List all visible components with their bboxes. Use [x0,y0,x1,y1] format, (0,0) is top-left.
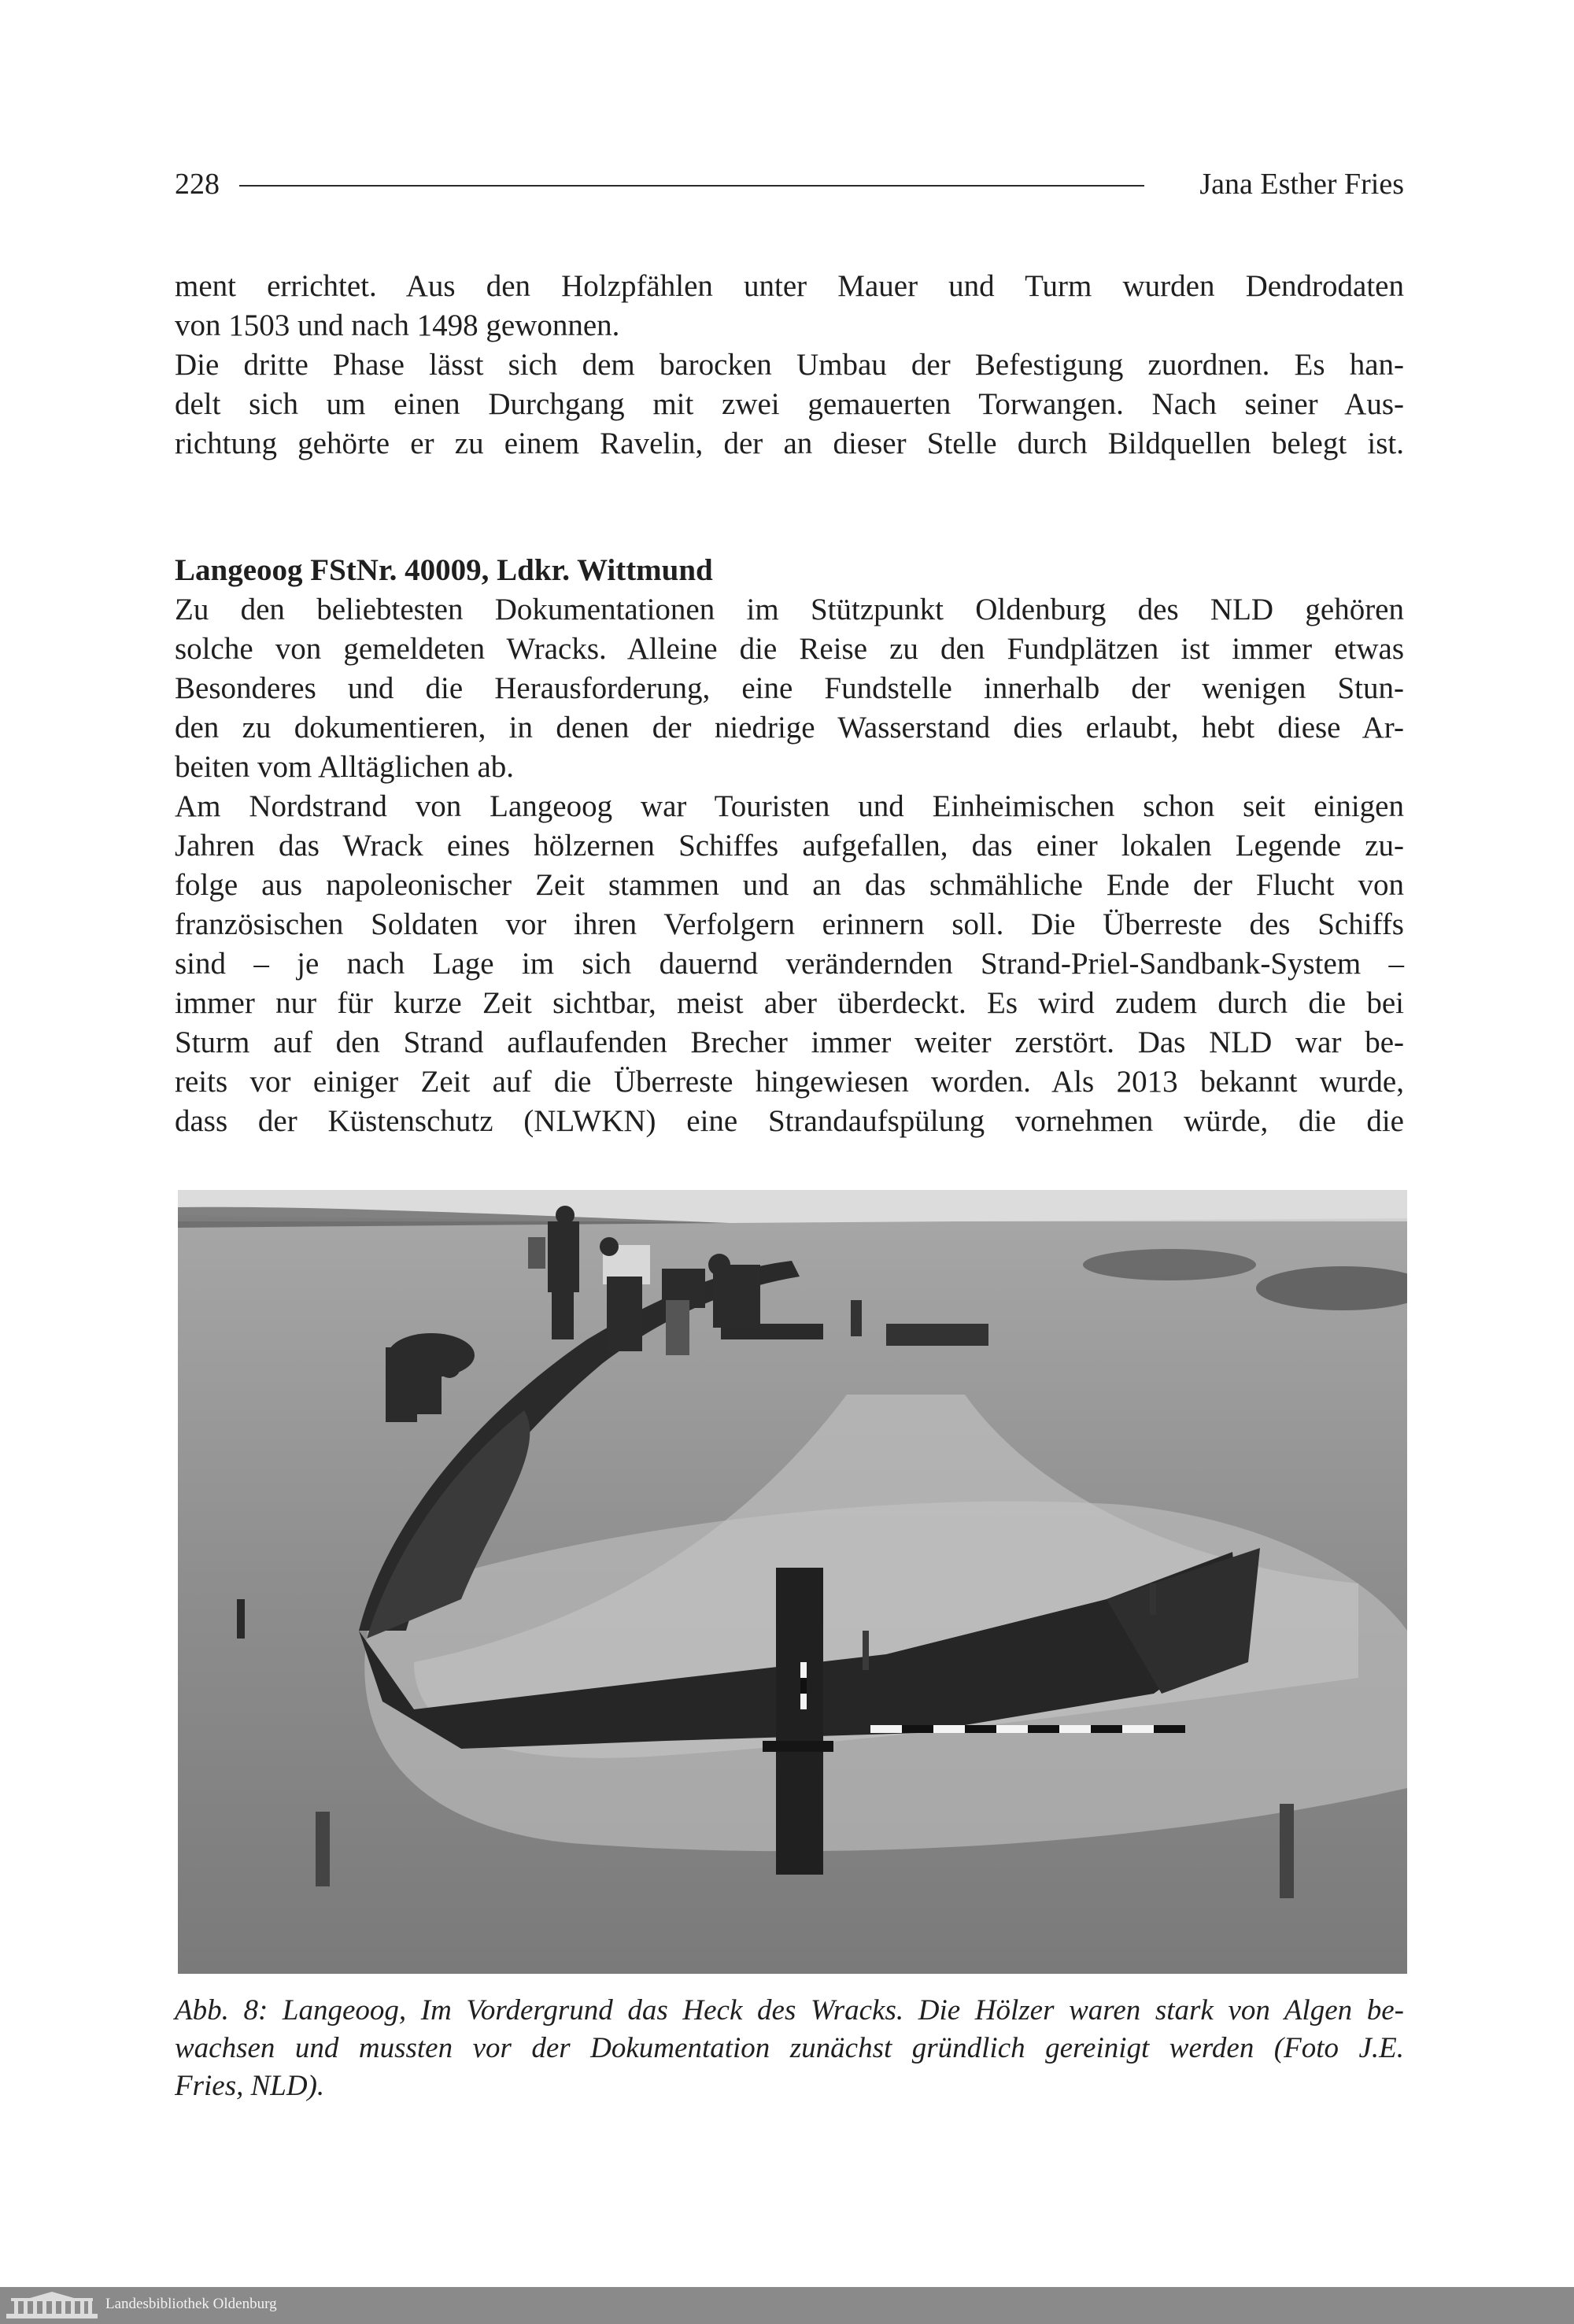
text-line: immer nur für kurze Zeit sichtbar, meist aber überdeckt. Es wird zudem durch die bei [175,986,1404,1020]
text-line: solche von gemeldeten Wracks. Alleine die Reise zu den Fundplätzen ist immer etwas [175,632,1404,666]
text-line: französischen Soldaten vor ihren Verfolgern erinnern soll. Die Überreste des Schiffs [175,907,1404,941]
text-line: Jahren das Wrack eines hölzernen Schiffes aufgefallen, das einer lokalen Legende zu- [175,829,1404,863]
caption-line: wachsen und mussten vor der Dokumentation zunächst gründlich gereinigt werden (Foto J.E. [175,2032,1404,2064]
caption-line: Abb. 8: Langeoog, Im Vordergrund das Heck des Wracks. Die Hölzer waren stark von Algen be- [175,1994,1404,2027]
text-line: Sturm auf den Strand auflaufenden Brecher immer weiter zerstört. Das NLD war be- [175,1025,1404,1059]
text-line: Besonderes und die Herausforderung, eine Fundstelle innerhalb der wenigen Stun- [175,671,1404,705]
figure-wreck-photo [178,1190,1407,1974]
text-line: dass der Küstenschutz (NLWKN) eine Strandaufspülung vornehmen würde, die die [175,1104,1404,1138]
body-text-continued [175,267,1404,464]
library-name: Landesbibliothek Oldenburg [105,2296,277,2312]
wreck-photo-illustration [178,1190,1407,1974]
section-heading: Langeoog FStNr. 40009, Ldkr. Wittmund [175,553,713,587]
running-header [175,162,1404,206]
footer-bar [0,2287,1574,2324]
library-logo-icon [6,2292,98,2318]
text-line: von 1503 und nach 1498 gewonnen. [175,309,620,342]
text-line: folge aus napoleonischer Zeit stammen und an das schmähliche Ende der Flucht von [175,868,1404,902]
text-line: Am Nordstrand von Langeoog war Touristen und Einheimischen schon seit einigen [175,789,1404,823]
header-rule [239,185,1144,187]
text-line: Zu den beliebtesten Dokumentationen im Stützpunkt Oldenburg des NLD gehören [175,593,1404,626]
section-langeoog [175,551,1404,1141]
text-line: reits vor einiger Zeit auf die Überreste hingewiesen worden. Als 2013 bekannt wurde, [175,1065,1404,1099]
text-line: sind – je nach Lage im sich dauernd verändernden Strand-Priel-Sandbank-System – [175,947,1404,981]
text-line: den zu dokumentieren, in denen der niedrige Wasserstand dies erlaubt, hebt diese Ar- [175,711,1404,744]
caption-line: Fries, NLD). [175,2070,325,2102]
figure-caption [175,1992,1404,2105]
text-line: ment errichtet. Aus den Holzpfählen unter Mauer und Turm wurden Dendrodaten [175,269,1404,303]
text-line: Die dritte Phase lässt sich dem barocken Umbau der Befestigung zuordnen. Es han- [175,348,1404,382]
running-author: Jana Esther Fries [1199,168,1404,201]
page-number: 228 [175,168,220,201]
text-line: richtung gehörte er zu einem Ravelin, der an dieser Stelle durch Bildquellen belegt ist. [175,427,1404,460]
text-line: beiten vom Alltäglichen ab. [175,750,515,784]
text-line: delt sich um einen Durchgang mit zwei gemauerten Torwangen. Nach seiner Aus- [175,387,1404,421]
